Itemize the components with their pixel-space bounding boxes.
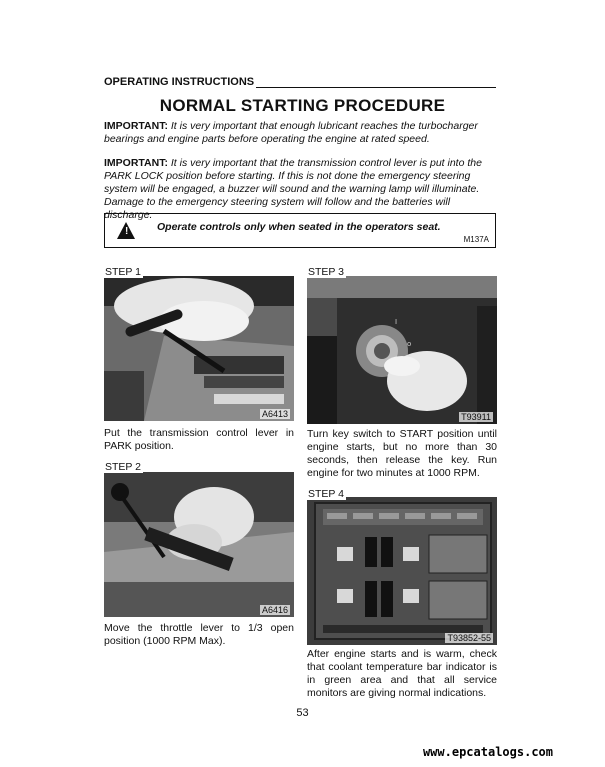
warning-code: M137A [463,235,489,244]
important-text: It is very important that the transmission control lever is put into the PARK LOCK position before starting. If this is not done the emergency steering system will be engaged, a buzzer will sound and the warning lamp will illuminate. Damage to the emergency steering system will follow and the batteries will discharge. [104,157,482,221]
important-label: IMPORTANT: [104,120,168,132]
step-2-caption: Move the throttle lever to 1/3 open position (1000 RPM Max). [104,622,294,647]
step-1-photo [104,276,294,421]
photo-code: A6413 [261,409,288,419]
photo-code: T93911 [461,412,491,422]
page-title: NORMAL STARTING PROCEDURE [159,96,446,115]
step-2-label: STEP 2 [105,461,141,473]
step-1-caption: Put the transmission control lever in PARK position. [104,427,294,452]
important-note-1 [104,120,497,146]
header-rule [256,87,496,88]
watermark: www.epcatalogs.com [422,745,553,759]
important-label: IMPORTANT: [104,157,168,169]
step-3-caption: Turn key switch to START position until engine starts, but no more than 30 seconds, then release the key. Run engine for two minutes at 1000 RPM. [307,428,497,479]
key-switch-photo [307,276,497,424]
warning-box [104,213,496,248]
svg-text:I: I [395,318,398,326]
important-text: It is very important that enough lubricant reaches the turbocharger bearings and engine parts before operating the engine at rated speed. [104,120,478,145]
step-3-photo [307,276,497,424]
throttle-lever-photo [104,472,294,617]
step-1-label: STEP 1 [105,266,141,278]
step-3-label: STEP 3 [308,266,344,278]
warning-text: Operate controls only when seated in the operators seat. [157,221,441,233]
step-4-caption: After engine starts and is warm, check that coolant temperature bar indicator is in green area and that all service monitors are giving normal indications. [307,648,497,699]
photo-code: A6416 [261,605,288,615]
exclamation-mark-icon: ! [125,226,129,237]
page-number: 53 [296,707,309,719]
photo-code: T93852-55 [447,633,491,643]
section-header: OPERATING INSTRUCTIONS [104,76,255,88]
transmission-lever-photo [104,276,294,421]
step-2-photo [104,472,294,617]
step-4-label: STEP 4 [308,488,344,500]
monitor-panel-photo [307,497,497,645]
svg-text:o: o [407,340,412,348]
step-4-photo [307,497,497,645]
